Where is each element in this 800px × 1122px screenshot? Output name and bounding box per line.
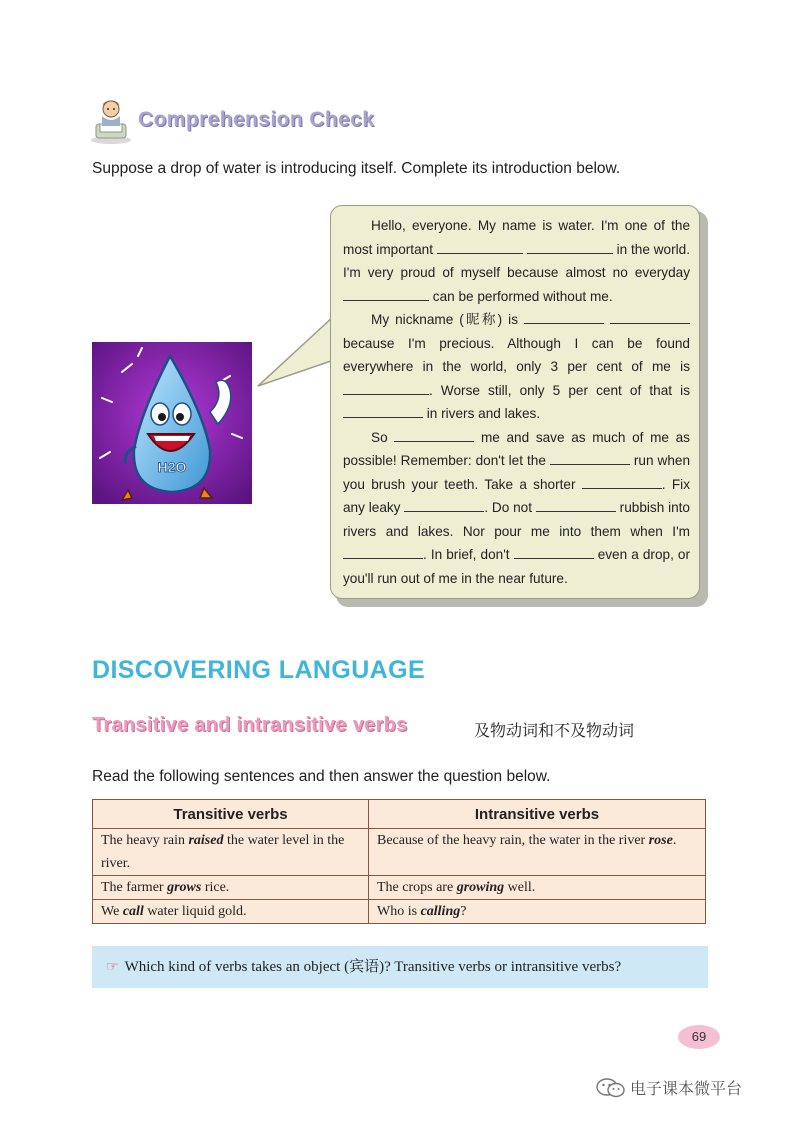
pointing-hand-icon: ☞: [106, 960, 119, 975]
answer-blank[interactable]: [536, 500, 616, 512]
passage-text: rubbish into rivers and lakes. Nor pour me into them when I'm: [343, 500, 690, 539]
passage-text: run when you brush your teeth. Take a shorter: [343, 453, 691, 492]
page-number-badge: [678, 1025, 720, 1049]
passage-text: . In brief, don't: [423, 547, 510, 562]
table-header-transitive: Transitive verbs: [93, 800, 369, 829]
answer-blank[interactable]: [343, 289, 429, 301]
watermark-text: 电子课本微平台: [630, 1081, 743, 1098]
answer-blank[interactable]: [524, 312, 604, 324]
passage-text: in rivers and lakes.: [426, 406, 541, 421]
transitive-example: The heavy rain raised the water level in the river.: [93, 829, 369, 876]
passage-text: So: [371, 429, 388, 445]
passage-text: Hello, everyone. My name is water. I'm one of the most important: [343, 218, 690, 257]
table-header-row: [93, 800, 706, 829]
speech-bubble-tail: [258, 316, 334, 392]
passage-text: My nickname (昵称) is: [371, 312, 518, 327]
watermark: [596, 1076, 742, 1098]
water-drop-picture: [92, 342, 252, 504]
passage-text: even a drop, or you'll run out of me in the near future.: [343, 547, 690, 586]
water-introduction-passage: [330, 205, 700, 599]
answer-blank[interactable]: [404, 500, 484, 512]
transitive-example: The farmer grows rice.: [93, 876, 369, 900]
transitive-verbs-chinese-subheading: 及物动词和不及物动词: [474, 723, 635, 740]
transitive-verbs-subheading: Transitive and intransitive verbs: [92, 714, 408, 736]
answer-blank[interactable]: [514, 547, 594, 559]
wechat-icon: [596, 1078, 626, 1098]
answer-blank[interactable]: [610, 312, 690, 324]
passage-paragraph-1: [343, 214, 690, 308]
discovering-language-heading: DISCOVERING LANGUAGE: [92, 656, 426, 684]
answer-blank[interactable]: [343, 406, 423, 418]
comprehension-check-title: Comprehension Check: [138, 108, 375, 131]
passage-text: . Do not: [484, 500, 533, 515]
h2o-label: H2O: [157, 459, 187, 475]
table-row: [93, 900, 706, 924]
intransitive-example: The crops are growing well.: [369, 876, 706, 900]
answer-blank[interactable]: [343, 547, 423, 559]
passage-text: because I'm precious. Although I can be found everywhere in the world, only 3 per cent of me is: [343, 335, 690, 374]
intransitive-example: Because of the heavy rain, the water in the river rose.: [369, 829, 706, 876]
answer-blank[interactable]: [394, 430, 474, 442]
answer-blank[interactable]: [437, 242, 523, 254]
table-header-intransitive: Intransitive verbs: [369, 800, 706, 829]
passage-text: me and save as much of me as possible! Remember: don't let the: [343, 429, 690, 468]
table-row: [93, 876, 706, 900]
passage-text: can be performed without me.: [432, 288, 613, 304]
passage-paragraph-2: [343, 308, 690, 426]
question-box: [92, 946, 708, 988]
intransitive-example: Who is calling?: [369, 900, 706, 924]
passage-paragraph-3: [343, 426, 690, 591]
page-number: 69: [691, 1029, 707, 1044]
verbs-instruction: Read the following sentences and then answer the question below.: [92, 768, 551, 785]
transitive-example: We call water liquid gold.: [93, 900, 369, 924]
answer-blank[interactable]: [527, 242, 613, 254]
verbs-table: [92, 799, 706, 924]
passage-text: in the world. I'm very proud of myself because almost no everyday: [343, 241, 691, 280]
student-reading-icon: [88, 94, 134, 144]
passage-text: . Worse still, only 5 per cent of that is: [429, 382, 690, 398]
passage-text: . Fix any leaky: [343, 476, 690, 515]
question-text: Which kind of verbs takes an object (宾语)? Transitive verbs or intransitive verbs?: [124, 959, 622, 975]
answer-blank[interactable]: [343, 383, 429, 395]
table-row: [93, 829, 706, 876]
answer-blank[interactable]: [550, 453, 630, 465]
comprehension-instruction: Suppose a drop of water is introducing itself. Complete its introduction below.: [92, 160, 621, 177]
answer-blank[interactable]: [582, 477, 662, 489]
